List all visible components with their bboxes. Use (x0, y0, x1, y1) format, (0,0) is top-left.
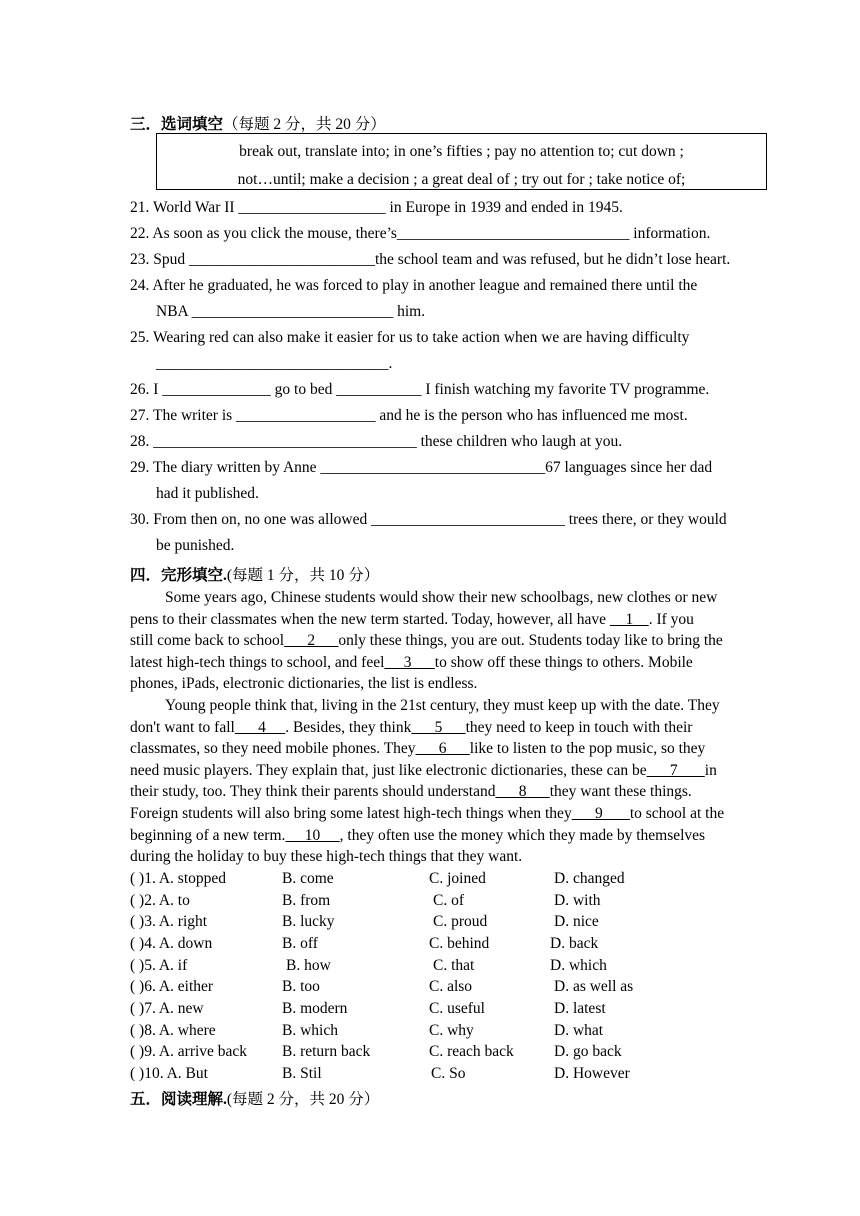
question-26: 26. I ______________ go to bed ___________ I finish watching my favorite TV programme. (130, 381, 710, 398)
option-c: C. of (433, 892, 464, 909)
option-c: C. reach back (429, 1043, 514, 1060)
option-b: B. which (282, 1022, 338, 1039)
option-row (130, 935, 790, 956)
passage-line (130, 630, 724, 652)
option-d: D. latest (554, 1000, 606, 1017)
question-25-line-2: ______________________________. (156, 355, 393, 372)
question-28: 28. __________________________________ these children who laugh at you. (130, 433, 623, 450)
question-30-line-1: 30. From then on, no one was allowed _________________________ trees there, or they would (130, 511, 727, 528)
question-24-line-2: NBA __________________________ him. (156, 303, 426, 320)
passage-text: they want these things. (549, 783, 692, 801)
section-5-note: (每题 2 分，共 20 分） (226, 1091, 380, 1108)
option-c: C. why (429, 1022, 474, 1039)
passage-text: . If you (648, 610, 694, 628)
passage-text: don't want to fall (130, 718, 235, 736)
option-number-a: ( )10. A. But (130, 1065, 208, 1082)
passage-line (130, 717, 724, 739)
option-row (130, 1022, 790, 1043)
option-number-a: ( )2. A. to (130, 892, 190, 909)
blank-9: 9 (571, 804, 630, 822)
option-row (130, 1065, 790, 1086)
option-b: B. return back (282, 1043, 371, 1060)
blank-5: 5 (411, 718, 466, 736)
option-d: D. as well as (554, 978, 634, 995)
passage-line (130, 781, 724, 803)
option-c: C. also (429, 978, 473, 995)
section-5-title: 五．阅读理解. (130, 1091, 227, 1108)
question-23: 23. Spud ________________________the school team and was refused, but he didn’t lose heart. (130, 251, 731, 268)
option-b: B. from (282, 892, 331, 909)
question-27: 27. The writer is __________________ and he is the person who has influenced me most. (130, 407, 688, 424)
option-c: C. So (431, 1065, 466, 1082)
passage-text: their study, too. They think their parents should understand (130, 783, 496, 801)
passage-text: classmates, so they need mobile phones. They (130, 740, 416, 758)
question-22: 22. As soon as you click the mouse, there’s______________________________ information. (130, 225, 711, 242)
section-3-heading (130, 112, 386, 134)
question-24-line-1: 24. After he graduated, he was forced to play in another league and remained there until the (130, 277, 698, 294)
option-c: C. proud (433, 913, 488, 930)
option-row (130, 1043, 790, 1064)
option-d: D. what (554, 1022, 604, 1039)
option-d: D. go back (554, 1043, 622, 1060)
blank-4: 4 (234, 718, 286, 736)
blank-1: 1 (609, 610, 649, 628)
passage-line (130, 760, 724, 782)
option-d: D. However (554, 1065, 630, 1082)
option-b: B. how (286, 957, 331, 974)
word-bank-box (156, 133, 767, 190)
blank-10: 10 (285, 826, 340, 844)
option-c: C. useful (429, 1000, 485, 1017)
passage-text: to school at the (629, 804, 725, 822)
option-b: B. Stil (282, 1065, 322, 1082)
option-number-a: ( )9. A. arrive back (130, 1043, 248, 1060)
passage-text: , they often use the money which they made by themselves (339, 826, 706, 844)
cloze-passage (130, 587, 724, 868)
option-c: C. behind (429, 935, 490, 952)
passage-text: . Besides, they think (285, 718, 412, 736)
passage-text: latest high-tech things to school, and feel (130, 653, 385, 671)
blank-6: 6 (415, 740, 470, 758)
word-bank-line-2: not…until; make a decision ; a great deal of ; try out for ; take notice of; (237, 171, 686, 188)
passage-text: pens to their classmates when the new term started. Today, however, all have (130, 610, 610, 628)
option-b: B. lucky (282, 913, 335, 930)
passage-text: they need to keep in touch with their (465, 718, 693, 736)
option-row (130, 978, 790, 999)
section-3-title: 三．选词填空 (130, 116, 224, 133)
question-30-line-2: be punished. (156, 537, 235, 554)
passage-text: like to listen to the pop music, so they (469, 740, 706, 758)
section-5-heading (130, 1087, 379, 1109)
passage-line (130, 652, 724, 674)
option-d: D. which (550, 957, 607, 974)
option-row (130, 957, 790, 978)
section-3-note: （每题 2 分，共 20 分） (223, 116, 386, 133)
option-number-a: ( )7. A. new (130, 1000, 204, 1017)
blank-3: 3 (384, 653, 435, 671)
option-b: B. modern (282, 1000, 348, 1017)
passage-text: Foreign students will also bring some latest high-tech things when they (130, 804, 572, 822)
passage-text: in (704, 761, 717, 779)
section-4-note: (每题 1 分，共 10 分） (226, 567, 380, 584)
question-21: 21. World War II ___________________ in Europe in 1939 and ended in 1945. (130, 199, 623, 216)
option-number-a: ( )3. A. right (130, 913, 208, 930)
passage-line (130, 803, 724, 825)
option-d: D. nice (554, 913, 599, 930)
option-row (130, 870, 790, 891)
passage-text: to show off these things to others. Mobile (434, 653, 693, 671)
passage-line: phones, iPads, electronic dictionaries, the list is endless. (130, 675, 478, 693)
passage-line (130, 609, 724, 631)
passage-line (130, 738, 724, 760)
passage-text: beginning of a new term. (130, 826, 286, 844)
option-number-a: ( )5. A. if (130, 957, 188, 974)
option-number-a: ( )8. A. where (130, 1022, 216, 1039)
option-c: C. joined (429, 870, 486, 887)
question-25-line-1: 25. Wearing red can also make it easier for us to take action when we are having difficulty (130, 329, 690, 346)
passage-text: need music players. They explain that, just like electronic dictionaries, these can be (130, 761, 647, 779)
option-b: B. too (282, 978, 320, 995)
passage-line: during the holiday to buy these high-tech things that they want. (130, 848, 523, 866)
passage-line (130, 825, 724, 847)
option-c: C. that (433, 957, 475, 974)
question-29-line-1: 29. The diary written by Anne _____________________________67 languages since her dad (130, 459, 713, 476)
option-d: D. back (550, 935, 599, 952)
option-d: D. with (554, 892, 601, 909)
blank-8: 8 (495, 783, 550, 801)
blank-7: 7 (646, 761, 705, 779)
passage-text: only these things, you are out. Students today like to bring the (338, 632, 723, 650)
passage-line: Some years ago, Chinese students would show their new schoolbags, new clothes or new (165, 589, 718, 606)
option-row (130, 892, 790, 913)
passage-line: Young people think that, living in the 21st century, they must keep up with the date. They (165, 696, 720, 714)
word-bank-line-1: break out, translate into; in one’s fifties ; pay no attention to; cut down ; (239, 143, 684, 160)
section-4-heading (130, 563, 379, 585)
option-row (130, 913, 790, 934)
option-d: D. changed (554, 870, 625, 887)
option-row (130, 1000, 790, 1021)
option-number-a: ( )6. A. either (130, 978, 214, 995)
option-number-a: ( )1. A. stopped (130, 870, 227, 887)
option-b: B. come (282, 870, 334, 887)
option-number-a: ( )4. A. down (130, 935, 213, 952)
passage-text: still come back to school (130, 632, 285, 650)
blank-2: 2 (284, 632, 339, 650)
question-29-line-2: had it published. (156, 485, 259, 502)
section-4-title: 四．完形填空. (130, 567, 227, 584)
option-b: B. off (282, 935, 318, 952)
